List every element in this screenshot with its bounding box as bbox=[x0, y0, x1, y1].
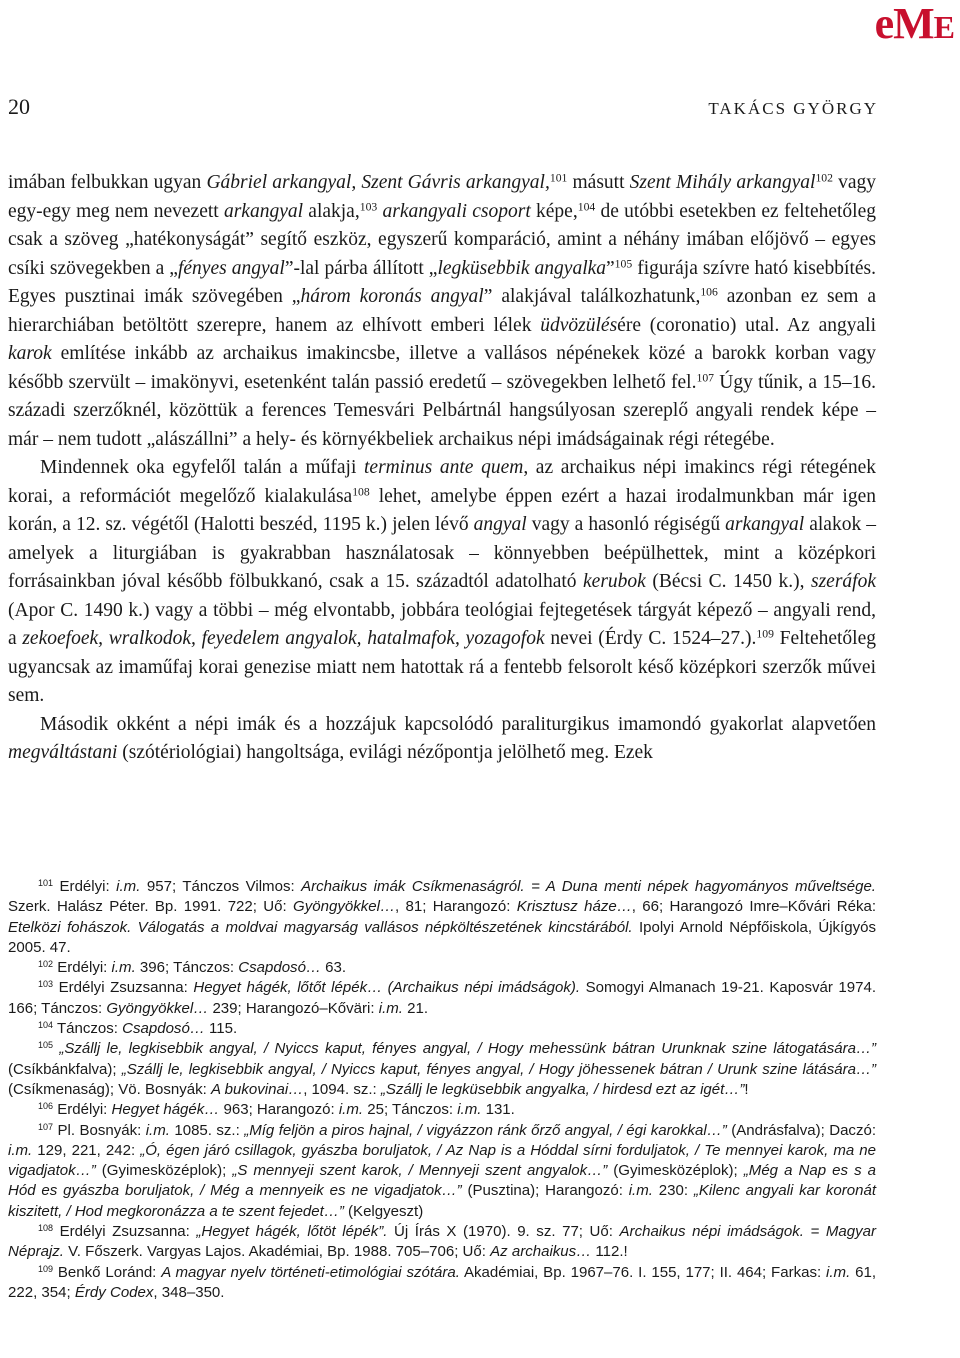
italic-run: i.m. bbox=[826, 1263, 851, 1281]
italic-run: „Szállj le legküsebbik angyalka, / hirdesd ezt az igét…” bbox=[380, 1080, 745, 1098]
footnote-108 bbox=[8, 1222, 876, 1263]
text-run: (Csíkbánkfalva); bbox=[8, 1060, 122, 1078]
italic-run: i.m. bbox=[378, 999, 403, 1017]
text-run: 129, 221, 242: bbox=[32, 1141, 141, 1159]
text-run: Somogyi Almanach 19-21. Kaposvár 1974. 166; Tánczos: bbox=[8, 979, 877, 1017]
text-run: (szótériológiai) hangoltsága, evilági nézőpontja jelölhető meg. Ezek bbox=[117, 742, 653, 763]
text-run: másutt bbox=[567, 172, 630, 193]
italic-run: „Míg feljön a piros hajnal, / vigyázzon ránk őrző angyal, / égi karokkal…” bbox=[244, 1121, 727, 1139]
italic-run: „Ó, égen járó csillagok, gyászba boruljatok, / Az Nap is a Hóddal sírni forduljatok, / Te mennyei karok, ma ne vigadjatok…” bbox=[8, 1141, 876, 1180]
text-run: ” bbox=[606, 257, 615, 279]
text-run: Erdélyi Zsuzsanna: bbox=[53, 1223, 197, 1241]
italic-run: terminus ante quem bbox=[364, 457, 524, 478]
text-run: Benkő Loránd: bbox=[53, 1263, 162, 1281]
text-run: de utóbbi esetekben ez feltehetőleg csak a szöveg „hatékonyságát” segítő eszköz, egyszerű komparáció, amint a néhány imában előjövő – egyes csíki szövegekben a „ bbox=[8, 200, 877, 279]
text-run: 1085. sz.: bbox=[169, 1121, 245, 1139]
text-run: Pl. Bosnyák: bbox=[53, 1121, 146, 1139]
footnote-104 bbox=[8, 1019, 876, 1039]
text-run: , 1094. sz.: bbox=[303, 1080, 381, 1098]
text-run: 112.! bbox=[591, 1243, 628, 1261]
publisher-logo bbox=[875, 0, 954, 51]
text-run: azonban ez sem a hierarchiában betöltött szerepre, hanem az elhívott emberi lélek bbox=[8, 286, 876, 336]
text-run: Feltehetőleg ugyancsak az imaműfaj korai genezise miatt nem hatottak rá a fentebb felsorolt késő középkori szerzők művei sem. bbox=[8, 628, 876, 706]
text-run: ” alakjával találkozhatunk, bbox=[483, 286, 701, 307]
italic-run: „Még a Nap es s a Hód es gyászba boruljatok, / Még a mennyeik es ne vigadjatok…” bbox=[8, 1162, 877, 1200]
italic-run: karok bbox=[8, 343, 52, 364]
italic-run: Etelközi fohászok. Válogatás a moldvai magyarság vallásos népköltészetének kincstárából. bbox=[8, 918, 633, 936]
text-run: 957; Tánczos Vilmos: bbox=[140, 878, 302, 895]
footnote-number: 101 bbox=[38, 878, 54, 889]
italic-run: i.m. bbox=[338, 1101, 364, 1119]
text-run: Erdélyi: bbox=[53, 959, 112, 977]
footnote-107 bbox=[8, 1121, 876, 1222]
footnote-ref-109: 109 bbox=[756, 627, 774, 641]
text-run: ére (coronatio) utal. Az angyali bbox=[617, 314, 876, 336]
footnote-ref-101: 101 bbox=[549, 171, 568, 185]
italic-run: arkangyal bbox=[725, 514, 805, 535]
text-run: (Csíkmenaság); Vö. Bosnyák: bbox=[8, 1080, 212, 1098]
footnote-102 bbox=[8, 958, 876, 978]
footnote-number: 109 bbox=[38, 1263, 54, 1274]
italic-run: üdvözülés bbox=[540, 314, 618, 336]
footnote-105 bbox=[8, 1039, 876, 1100]
italic-run: „S mennyeji szent karok, / Mennyeji szent angyalok…” bbox=[232, 1162, 608, 1180]
text-run: (Bécsi C. 1450 k.), bbox=[645, 571, 811, 592]
footnote-ref-107: 107 bbox=[696, 371, 715, 385]
italic-run: kerubok bbox=[583, 571, 646, 592]
text-run: (Kelgyeszt) bbox=[343, 1202, 424, 1220]
text-run: Úgy tűnik, a 15–16. századi szerzőknél, közöttük a ferences Temesvári Pelbártnál hangsúlyosan szereplő angyali rendek képe – már – nem tudott „alászállni” a hely- és környékbeliek archaikus népi imádságainak régi rétegébe. bbox=[8, 371, 876, 450]
text-run: képe, bbox=[530, 200, 578, 222]
text-run: Erdélyi: bbox=[53, 878, 117, 895]
footnote-number: 102 bbox=[38, 959, 54, 970]
footnote-ref-108: 108 bbox=[352, 485, 370, 499]
footnote-106 bbox=[8, 1100, 876, 1120]
text-run: nevei (Érdy C. 1524–27.). bbox=[544, 628, 757, 649]
footnote-103 bbox=[8, 978, 876, 1019]
italic-run: Gyöngyökkel… bbox=[293, 898, 395, 916]
text-run: alakok – amelyek a liturgiában is gyakrabban használatosak – könnyebben beépülhettek, mint a középkori forrásainkban jóval később fölbukkanó, csak a 15. századtól adatolható bbox=[8, 514, 876, 592]
italic-run: Hegyet hágék… bbox=[111, 1101, 220, 1119]
footnote-ref-104: 104 bbox=[577, 200, 596, 214]
text-run: (Gyimesközéplok); bbox=[607, 1162, 744, 1180]
italic-run: szeráfok bbox=[811, 571, 876, 592]
text-run: , 348–350. bbox=[153, 1283, 225, 1301]
text-run: lehet, amelybe éppen ezért a hazai irodalmunkban már igen korán, a 12. sz. végétől (Halotti beszéd, 1195 k.) jelen lévő bbox=[8, 485, 876, 535]
text-run: 396; Tánczos: bbox=[135, 959, 239, 977]
text-run: (Andrásfalva); Daczó: bbox=[726, 1121, 876, 1139]
italic-run: Krisztusz háze… bbox=[516, 898, 632, 916]
footnotes bbox=[8, 877, 876, 1303]
italic-run: megváltástani bbox=[8, 742, 118, 763]
paragraph-2 bbox=[8, 454, 876, 711]
italic-run: A magyar nyelv történeti-etimológiai szótára. bbox=[161, 1263, 460, 1281]
italic-run: Az archaikus… bbox=[490, 1243, 592, 1261]
text-run: Tánczos: bbox=[53, 1020, 123, 1038]
text-run: 21. bbox=[402, 999, 429, 1017]
italic-run: legküsebbik angyalka bbox=[437, 257, 607, 279]
footnote-ref-106: 106 bbox=[700, 285, 718, 299]
italic-run: Gábriel arkangyal, Szent Gávris arkangyal, bbox=[206, 172, 550, 193]
text-run: Akadémiai, Bp. 1967–76. I. 155, 177; II. 464; Farkas: bbox=[459, 1263, 827, 1281]
main-text bbox=[8, 169, 876, 768]
text-run: , 81; Harangozó: bbox=[394, 898, 517, 916]
italic-run: arkangyal bbox=[223, 200, 304, 222]
italic-run: i.m. bbox=[116, 878, 141, 895]
footnote-number: 103 bbox=[38, 979, 54, 990]
text-run: ! bbox=[744, 1080, 749, 1098]
italic-run: zekoefoek, wralkodok, feyedelem angyalok, hatalmafok, yozagofok bbox=[22, 628, 545, 649]
running-head-author: TAKÁCS GYÖRGY bbox=[708, 99, 878, 118]
italic-run: Szent Mihály arkangyal bbox=[629, 172, 816, 193]
text-run: Ipolyi Arnold Népfőiskola, Újkígyós 2005. 47. bbox=[8, 918, 876, 956]
text-run: (Gyimesközéplok); bbox=[95, 1162, 233, 1180]
footnote-101 bbox=[8, 877, 876, 958]
italic-run: Archaikus népi imádságok. = Magyar Néprajz. bbox=[8, 1223, 876, 1261]
italic-run: Érdy Codex bbox=[74, 1283, 154, 1301]
italic-run: Csapdosó… bbox=[122, 1020, 205, 1038]
footnote-number: 107 bbox=[38, 1121, 54, 1132]
italic-run: i.m. bbox=[145, 1121, 170, 1139]
logo-letter-e-small: E bbox=[933, 9, 954, 45]
paragraph-1 bbox=[8, 169, 876, 454]
text-run: , az archaikus népi imakincs régi rétegének korai, a reformációt megelőző kialakulása bbox=[8, 457, 876, 507]
logo-letter-e: e bbox=[874, 0, 894, 48]
text-run: figurája szívre ható kisebbítés. Egyes pusztinai imák szövegében „ bbox=[8, 257, 876, 307]
italic-run: „Szállj le, legkisebbik angyal, / Nyiccs kaput, fényes angyal, / Hogy jöhessenek bátran / Urunk szine látására…” bbox=[121, 1060, 876, 1078]
text-run: imában felbukkan ugyan bbox=[8, 172, 207, 193]
text-run: vagy a hasonló régiségű bbox=[526, 514, 726, 535]
text-run: V. Főszerk. Vargyas Lajos. Akadémiai, Bp. 1988. 705–706; Uő: bbox=[63, 1243, 491, 1261]
text-run: említése inkább az archaikus imakincsbe, illetve a vallásos népénekek közé a barokk korban vagy később szervült – imakönyvi, esetenként talán passió eredetű – szövegekben lelhető fel. bbox=[8, 343, 876, 393]
text-run: 25; Tánczos: bbox=[363, 1101, 458, 1119]
text-run: 230: bbox=[652, 1182, 694, 1200]
footnote-ref-102: 102 bbox=[815, 171, 833, 185]
text-run: Szerk. Halász Péter. Bp. 1991. 722; Uő: bbox=[8, 898, 294, 916]
text-run: (Pusztina); Harangozó: bbox=[461, 1182, 629, 1200]
footnote-number: 105 bbox=[38, 1040, 54, 1051]
text-run: 115. bbox=[204, 1020, 238, 1038]
italic-run: A bukovinai… bbox=[211, 1080, 304, 1098]
text-run: 61, 222, 354; bbox=[8, 1263, 876, 1301]
text-run: 131. bbox=[481, 1101, 515, 1119]
text-run: (Apor C. 1490 k.) vagy a többi – még elvontabb, jobbára teológiai fejtegetések tárgyát képező – angyali rend, a bbox=[8, 599, 876, 649]
text-run: alakja, bbox=[303, 200, 360, 222]
footnote-ref-103: 103 bbox=[359, 200, 378, 214]
footnote-ref-105: 105 bbox=[614, 257, 633, 271]
paragraph-3 bbox=[8, 711, 876, 768]
italic-run: i.m. bbox=[111, 959, 136, 977]
text-run: Új Írás X (1970). 9. sz. 77; Uő: bbox=[387, 1223, 620, 1241]
text-run: vagy egy-egy meg nem nevezett bbox=[8, 172, 877, 222]
text-run: Második okként a népi imák és a hozzájuk kapcsolódó paraliturgikus imamondó gyakorlat alapvetően bbox=[40, 713, 876, 735]
text-run: Mindennek oka egyfelől talán a műfaji bbox=[40, 457, 365, 478]
logo-letter-m: M bbox=[893, 0, 934, 48]
text-run: ”-lal párba állított „ bbox=[284, 257, 438, 279]
italic-run: fényes angyal bbox=[177, 257, 285, 279]
italic-run: i.m. bbox=[628, 1182, 653, 1200]
italic-run: három koronás angyal bbox=[300, 286, 484, 307]
footnote-number: 106 bbox=[38, 1101, 54, 1112]
italic-run: „Szállj le, legkisebbik angyal, / Nyiccs kaput, fényes angyal, / Hogy mehessünk bátran Urunknak szine látogatására…” bbox=[59, 1040, 876, 1058]
text-run: Erdélyi Zsuzsanna: bbox=[53, 979, 194, 997]
italic-run: „Hegyet hágék, lőtöt lépék”. bbox=[196, 1223, 388, 1241]
italic-run: i.m. bbox=[8, 1141, 33, 1159]
text-run: 963; Harangozó: bbox=[219, 1101, 339, 1119]
running-header bbox=[8, 94, 878, 120]
text-run: , 66; Harangozó Imre–Kővári Réka: bbox=[631, 898, 877, 916]
italic-run: angyal bbox=[473, 514, 527, 535]
italic-run: Gyöngyökkel… bbox=[106, 999, 209, 1017]
text-run: Erdélyi: bbox=[53, 1101, 112, 1119]
footnote-number: 108 bbox=[38, 1223, 54, 1234]
italic-run: arkangyali csoport bbox=[382, 200, 531, 222]
text-run: 239; Harangozó–Kőväri: bbox=[208, 999, 379, 1017]
footnote-number: 104 bbox=[38, 1020, 54, 1031]
text-run: 63. bbox=[320, 959, 347, 977]
footnote-109 bbox=[8, 1263, 876, 1304]
italic-run: i.m. bbox=[457, 1101, 482, 1119]
page-number: 20 bbox=[8, 94, 30, 119]
italic-run: Archaikus imák Csíkmenaságról. = A Duna menti népek hagyományos műveltsége. bbox=[301, 878, 876, 895]
italic-run: Hegyet hágék, lőtőt lépék… (Archaikus népi imádságok). bbox=[193, 979, 581, 997]
italic-run: Csapdosó… bbox=[238, 959, 321, 977]
italic-run: „Kilenc angyali kar koronát kiszitett, / Hod megkoronázza a te szent fejedet…” bbox=[8, 1182, 877, 1220]
